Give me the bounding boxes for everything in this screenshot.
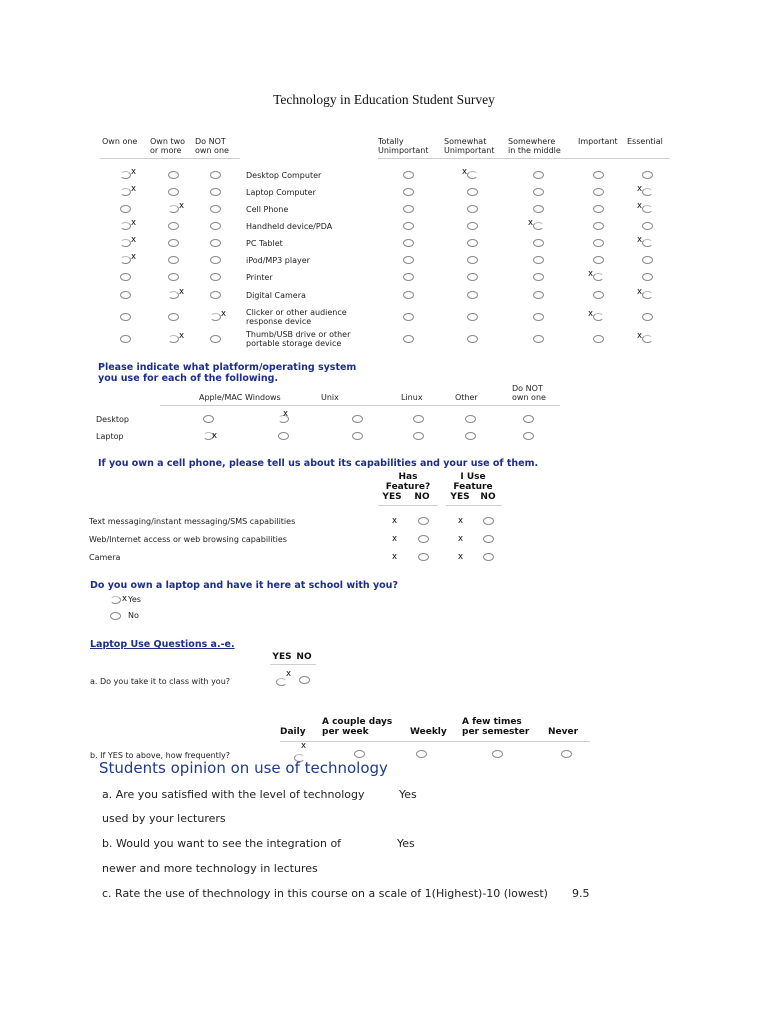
opinion-c-line: c. Rate the use of thechnology in this course on a scale of 1(Highest)-10 (lowest) [102,887,548,900]
frequency-header: Weekly [410,727,447,737]
device-label: Printer [246,273,273,282]
importance-radio[interactable] [533,205,544,213]
yes-label: Yes [128,595,141,604]
importance-radio[interactable] [593,222,604,230]
own-radio[interactable] [210,222,221,230]
use-yes-header: YES [450,492,470,502]
laptop-own-yes-option[interactable] [110,594,170,606]
own-radio[interactable] [120,188,131,196]
platform-radio[interactable] [352,415,363,423]
has-no-radio[interactable] [418,553,429,561]
question-b: b. If YES to above, how frequently? [90,751,231,760]
own-selected-mark: x [131,252,137,262]
platform-header: Apple/MAC [199,393,243,402]
divider [378,158,670,159]
question-a: a. Do you take it to class with you? [90,677,231,686]
importance-radio[interactable] [593,256,604,264]
importance-radio[interactable] [593,188,604,196]
ownership-header: Own one [102,137,138,146]
qa-yes-mark: x [286,669,292,679]
importance-radio[interactable] [533,291,544,299]
own-selected-mark: x [131,167,137,177]
laptop-own-question: Do you own a laptop and have it here at school with you? [90,580,398,591]
frequency-radio[interactable] [492,750,503,758]
importance-selected-mark: x [637,184,643,194]
opinion-title: Students opinion on use of technology [99,759,388,777]
platform-radio[interactable] [203,415,214,423]
importance-radio[interactable] [642,273,653,281]
no-label: No [128,611,139,620]
use-no-header: NO [480,492,496,502]
own-radio[interactable] [120,335,131,343]
importance-radio[interactable] [403,205,414,213]
platform-radio[interactable] [413,432,424,440]
opinion-a-line2: used by your lecturers [102,812,226,825]
platform-header: Do NOT own one [512,384,546,402]
importance-radio[interactable] [642,291,653,299]
importance-radio[interactable] [593,273,604,281]
own-radio[interactable] [168,205,179,213]
importance-selected-mark: x [637,287,643,297]
has-yes-mark: x [392,534,398,544]
importance-radio[interactable] [642,313,653,321]
frequency-header: Never [548,727,579,737]
own-radio[interactable] [168,256,179,264]
divider [160,405,560,406]
platform-selected-mark: x [283,409,289,419]
opinion-b-answer: Yes [397,837,415,850]
frequency-radio[interactable] [416,750,427,758]
own-radio[interactable] [168,291,179,299]
own-selected-mark: x [131,235,137,245]
importance-selected-mark: x [588,309,594,319]
opinion-b-line1: b. Would you want to see the integration of [102,837,342,850]
device-label: Desktop Computer [246,171,322,180]
own-radio[interactable] [210,313,221,321]
device-label: PC Tablet [246,239,283,248]
use-no-radio[interactable] [483,553,494,561]
platform-question: Please indicate what platform/operating system you use for each of the following. [98,362,357,384]
device-label: Laptop Computer [246,188,316,197]
own-selected-mark: x [179,201,185,211]
yes-header: YES [272,652,292,662]
own-radio[interactable] [210,171,221,179]
importance-radio[interactable] [403,273,414,281]
device-label: Digital Camera [246,291,306,300]
platform-radio[interactable] [465,432,476,440]
selected-mark: x [122,594,128,604]
importance-selected-mark: x [637,235,643,245]
use-yes-mark: x [458,516,464,526]
importance-header: Important [578,137,618,146]
importance-radio[interactable] [533,335,544,343]
frequency-radio[interactable] [354,750,365,758]
importance-radio[interactable] [533,313,544,321]
divider [378,505,438,506]
importance-radio[interactable] [593,335,604,343]
importance-radio[interactable] [642,205,653,213]
device-label: iPod/MP3 player [246,256,310,265]
ownership-header: Own two or more [150,137,186,155]
importance-radio[interactable] [533,256,544,264]
ownership-header: Do NOT own one [195,137,229,155]
own-radio[interactable] [168,239,179,247]
importance-radio[interactable] [403,239,414,247]
importance-radio[interactable] [642,171,653,179]
importance-radio[interactable] [403,171,414,179]
qa-yes-radio[interactable] [276,678,287,686]
own-radio[interactable] [120,205,131,213]
platform-row-label: Desktop [96,415,129,424]
importance-radio[interactable] [642,239,653,247]
own-radio[interactable] [168,188,179,196]
importance-radio[interactable] [533,273,544,281]
importance-radio[interactable] [533,239,544,247]
own-radio[interactable] [120,256,131,264]
importance-radio[interactable] [533,222,544,230]
use-yes-mark: x [458,534,464,544]
platform-row-label: Laptop [96,432,124,441]
own-radio[interactable] [210,188,221,196]
no-radio[interactable] [110,612,121,620]
importance-radio[interactable] [403,291,414,299]
divider [100,158,240,159]
importance-selected-mark: x [637,331,643,341]
importance-radio[interactable] [403,335,414,343]
own-radio[interactable] [210,256,221,264]
has-yes-header: YES [382,492,402,502]
opinion-a-line1: a. Are you satisfied with the level of technology [102,788,365,801]
own-radio[interactable] [168,222,179,230]
importance-radio[interactable] [467,273,478,281]
importance-radio[interactable] [467,291,478,299]
has-yes-mark: x [392,552,398,562]
cell-phone-question: If you own a cell phone, please tell us about its capabilities and your use of them. [98,458,539,469]
opinion-c-answer: 9.5 [572,887,590,900]
own-selected-mark: x [131,184,137,194]
platform-radio[interactable] [413,415,424,423]
frequency-header: A few times per semester [462,717,530,737]
importance-radio[interactable] [467,256,478,264]
importance-radio[interactable] [593,313,604,321]
platform-radio[interactable] [523,415,534,423]
importance-radio[interactable] [467,335,478,343]
has-feature-header: Has Feature? [385,472,431,490]
device-label: Thumb/USB drive or other portable storage device [246,330,351,348]
importance-radio[interactable] [467,222,478,230]
own-radio[interactable] [168,273,179,281]
cell-feature-label: Web/Internet access or web browsing capabilities [89,535,287,544]
own-radio[interactable] [120,222,131,230]
platform-header: Unix [321,393,339,402]
own-radio[interactable] [120,273,131,281]
importance-radio[interactable] [403,256,414,264]
qa-no-radio[interactable] [299,676,310,684]
own-radio[interactable] [210,239,221,247]
importance-selected-mark: x [588,269,594,279]
has-no-radio[interactable] [418,535,429,543]
platform-radio[interactable] [465,415,476,423]
own-radio[interactable] [210,273,221,281]
importance-header: Essential [627,137,663,146]
importance-header: Somewhat Unimportant [444,137,495,155]
page-title: Technology in Education Student Survey [273,92,495,107]
own-radio[interactable] [168,171,179,179]
use-yes-mark: x [458,552,464,562]
importance-radio[interactable] [467,239,478,247]
own-radio[interactable] [210,205,221,213]
own-selected-mark: x [221,309,227,319]
no-header: NO [296,652,312,662]
own-radio[interactable] [168,335,179,343]
importance-header: Totally Unimportant [378,137,429,155]
platform-header: Other [455,393,478,402]
cell-feature-label: Camera [89,553,121,562]
use-feature-header: I Use Feature [453,472,493,490]
own-selected-mark: x [179,287,185,297]
device-label: Cell Phone [246,205,289,214]
own-radio[interactable] [120,313,131,321]
importance-radio[interactable] [642,188,653,196]
platform-header: Linux [401,393,423,402]
yes-radio[interactable] [110,596,121,604]
importance-selected-mark: x [637,201,643,211]
device-label: Clicker or other audience response device [246,308,347,326]
has-yes-mark: x [392,516,398,526]
own-radio[interactable] [120,291,131,299]
opinion-a-answer: Yes [399,788,417,801]
own-radio[interactable] [210,335,221,343]
importance-header: Somewhere in the middle [508,137,561,155]
importance-radio[interactable] [593,239,604,247]
qb-daily-mark: x [301,741,307,751]
frequency-radio[interactable] [561,750,572,758]
platform-selected-mark: x [212,431,218,441]
own-radio[interactable] [210,291,221,299]
platform-header: Windows [245,393,281,402]
importance-radio[interactable] [642,222,653,230]
importance-radio[interactable] [642,256,653,264]
laptop-use-heading: Laptop Use Questions a.-e. [90,639,235,650]
own-radio[interactable] [120,239,131,247]
own-radio[interactable] [120,171,131,179]
importance-radio[interactable] [403,222,414,230]
importance-radio[interactable] [593,205,604,213]
own-selected-mark: x [131,218,137,228]
importance-radio[interactable] [467,205,478,213]
importance-radio[interactable] [593,291,604,299]
importance-selected-mark: x [462,167,468,177]
importance-radio[interactable] [467,188,478,196]
importance-radio[interactable] [593,171,604,179]
cell-feature-label: Text messaging/instant messaging/SMS capabilities [89,517,296,526]
divider [270,664,316,665]
use-no-radio[interactable] [483,535,494,543]
has-no-header: NO [414,492,430,502]
platform-radio[interactable] [278,432,289,440]
importance-selected-mark: x [528,218,534,228]
frequency-header: Daily [280,727,306,737]
device-label: Handheld device/PDA [246,222,333,231]
divider [280,741,590,742]
importance-radio[interactable] [403,313,414,321]
has-no-radio[interactable] [418,517,429,525]
own-radio[interactable] [168,313,179,321]
platform-radio[interactable] [352,432,363,440]
laptop-own-no-option[interactable] [110,610,170,622]
importance-radio[interactable] [533,171,544,179]
opinion-b-line2: newer and more technology in lectures [102,862,318,875]
frequency-header: A couple days per week [322,717,393,737]
importance-radio[interactable] [642,335,653,343]
importance-radio[interactable] [403,188,414,196]
own-selected-mark: x [179,331,185,341]
use-no-radio[interactable] [483,517,494,525]
importance-radio[interactable] [467,171,478,179]
divider [446,505,502,506]
importance-radio[interactable] [467,313,478,321]
platform-radio[interactable] [523,432,534,440]
importance-radio[interactable] [533,188,544,196]
